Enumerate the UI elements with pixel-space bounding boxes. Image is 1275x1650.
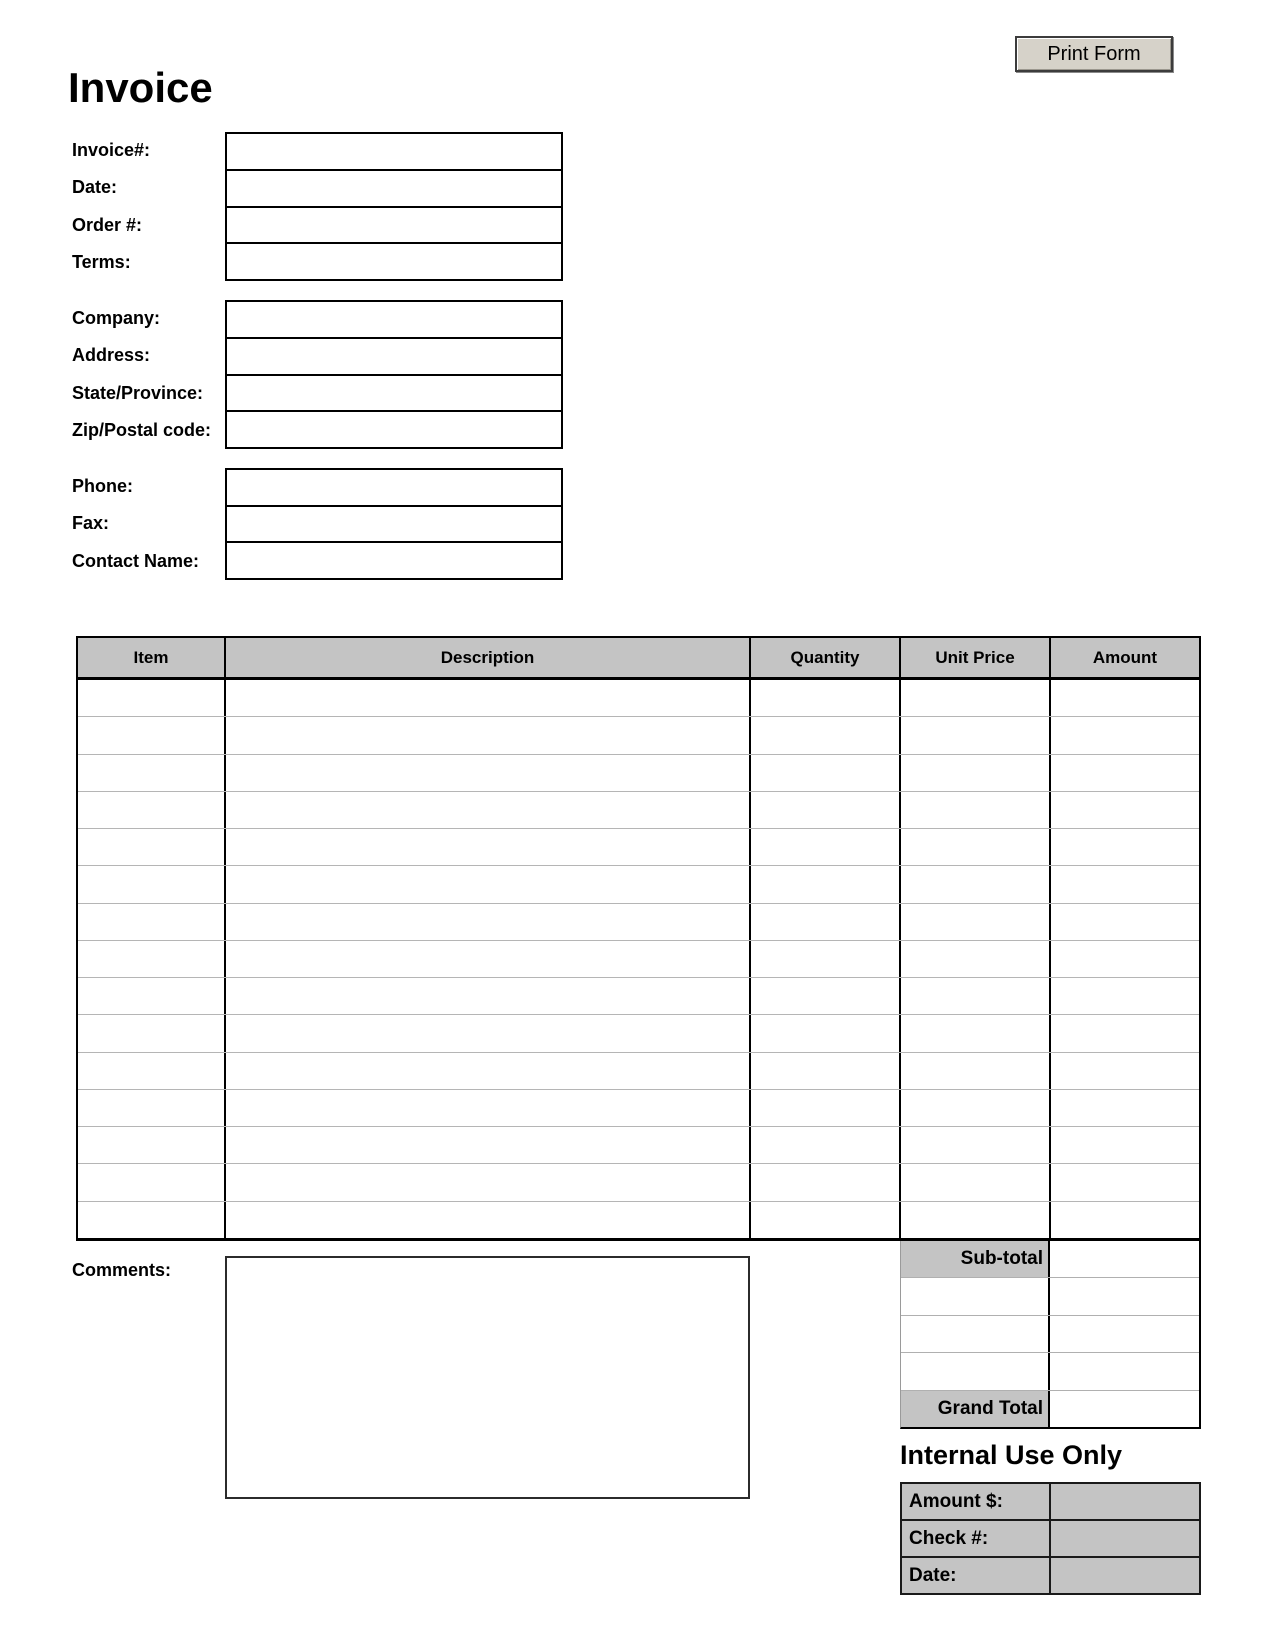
item-cell-description[interactable] [226, 680, 751, 716]
item-cell-item[interactable] [78, 829, 226, 865]
contact-labels [72, 468, 225, 580]
item-cell-amount[interactable] [1051, 792, 1199, 828]
comments-textarea[interactable] [225, 1256, 750, 1499]
internal-date-label: Date: [902, 1558, 1051, 1593]
item-cell-quantity[interactable] [751, 1202, 901, 1238]
item-cell-item[interactable] [78, 1202, 226, 1238]
internal-row [902, 1484, 1199, 1521]
item-cell-description[interactable] [226, 1164, 751, 1200]
totals-row [901, 1391, 1199, 1427]
grand-total-label: Grand Total [901, 1391, 1050, 1427]
item-cell-unit-price[interactable] [901, 1164, 1051, 1200]
state-province-label: State/Province: [72, 382, 204, 403]
contact-name-label: Contact Name: [72, 550, 200, 571]
item-cell-description[interactable] [226, 755, 751, 791]
item-cell-item[interactable] [78, 717, 226, 753]
item-cell-amount[interactable] [1051, 1015, 1199, 1051]
item-cell-amount[interactable] [1051, 1202, 1199, 1238]
item-cell-unit-price[interactable] [901, 755, 1051, 791]
item-cell-item[interactable] [78, 1015, 226, 1051]
grand-total-value[interactable] [1050, 1391, 1199, 1427]
column-header-description: Description [226, 638, 751, 677]
comments-label: Comments: [72, 1260, 172, 1280]
internal-row [902, 1558, 1199, 1593]
item-cell-item[interactable] [78, 941, 226, 977]
line-items-header-row [78, 638, 1199, 680]
item-cell-unit-price[interactable] [901, 1015, 1051, 1051]
contact-name-input[interactable] [227, 543, 561, 578]
item-cell-quantity[interactable] [751, 792, 901, 828]
totals-row [901, 1316, 1199, 1353]
line-items-table [76, 636, 1201, 1241]
phone-input[interactable] [227, 470, 561, 507]
item-cell-item[interactable] [78, 680, 226, 716]
totals-table [900, 1241, 1201, 1429]
contact-group [72, 468, 563, 580]
item-row [78, 866, 1199, 903]
item-cell-unit-price[interactable] [901, 1090, 1051, 1126]
invoice-meta-inputs [225, 132, 563, 281]
item-cell-item[interactable] [78, 1090, 226, 1126]
item-row [78, 717, 1199, 754]
column-header-quantity: Quantity [751, 638, 901, 677]
internal-date-value[interactable] [1051, 1558, 1199, 1593]
item-cell-description[interactable] [226, 1090, 751, 1126]
item-cell-amount[interactable] [1051, 1164, 1199, 1200]
invoice-meta-labels [72, 132, 225, 281]
item-cell-description[interactable] [226, 1202, 751, 1238]
item-cell-quantity[interactable] [751, 1053, 901, 1089]
item-cell-description[interactable] [226, 1015, 751, 1051]
internal-check-value[interactable] [1051, 1521, 1199, 1556]
totals-blank-label [901, 1278, 1050, 1314]
phone-label: Phone: [72, 476, 133, 497]
company-address-group [72, 300, 563, 449]
item-cell-description[interactable] [226, 1053, 751, 1089]
item-row [78, 755, 1199, 792]
item-cell-item[interactable] [78, 1053, 226, 1089]
column-header-amount: Amount [1092, 647, 1158, 667]
item-cell-quantity[interactable] [751, 904, 901, 940]
line-items-body [78, 680, 1199, 1238]
item-cell-amount[interactable] [1051, 755, 1199, 791]
item-cell-item[interactable] [78, 755, 226, 791]
item-cell-unit-price[interactable] [901, 978, 1051, 1014]
internal-check-label: Check #: [902, 1521, 1051, 1556]
item-cell-quantity[interactable] [751, 866, 901, 902]
item-cell-quantity[interactable] [751, 1090, 901, 1126]
item-row [78, 904, 1199, 941]
item-row [78, 1164, 1199, 1201]
item-cell-amount[interactable] [1051, 1053, 1199, 1089]
invoice-label: Invoice#: [72, 140, 151, 161]
item-cell-unit-price[interactable] [901, 866, 1051, 902]
company-address-inputs [225, 300, 563, 449]
item-cell-quantity[interactable] [751, 978, 901, 1014]
totals-row [901, 1353, 1199, 1390]
item-cell-amount[interactable] [1051, 904, 1199, 940]
item-row [78, 1053, 1199, 1090]
item-cell-amount[interactable] [1051, 829, 1199, 865]
item-cell-amount[interactable] [1051, 680, 1199, 716]
address-label: Address: [72, 345, 151, 366]
item-cell-description[interactable] [226, 978, 751, 1014]
item-cell-unit-price[interactable] [901, 1053, 1051, 1089]
date-input[interactable] [227, 171, 561, 208]
item-cell-amount[interactable] [1051, 866, 1199, 902]
item-cell-unit-price[interactable] [901, 1202, 1051, 1238]
company-address-labels [72, 300, 225, 449]
item-cell-unit-price[interactable] [901, 904, 1051, 940]
item-row [78, 1127, 1199, 1164]
sub-total-value[interactable] [1050, 1241, 1199, 1277]
order-label: Order #: [72, 214, 143, 235]
item-cell-quantity[interactable] [751, 1164, 901, 1200]
item-cell-quantity[interactable] [751, 755, 901, 791]
item-row [78, 1015, 1199, 1052]
column-header-item: Item [78, 638, 226, 677]
zip-postal-code-input[interactable] [227, 412, 561, 447]
contact-inputs [225, 468, 563, 580]
print-form-button[interactable]: Print Form [1015, 36, 1173, 72]
fax-input[interactable] [227, 507, 561, 544]
item-cell-amount[interactable] [1051, 717, 1199, 753]
internal-row [902, 1521, 1199, 1558]
item-cell-unit-price[interactable] [901, 792, 1051, 828]
totals-blank-value[interactable] [1050, 1353, 1199, 1389]
item-cell-amount[interactable] [1051, 1090, 1199, 1126]
item-row [78, 792, 1199, 829]
item-cell-item[interactable] [78, 1164, 226, 1200]
item-cell-item[interactable] [78, 866, 226, 902]
item-cell-quantity[interactable] [751, 941, 901, 977]
item-cell-description[interactable] [226, 941, 751, 977]
totals-blank-label [901, 1316, 1050, 1352]
item-row [78, 1202, 1199, 1238]
state-province-input[interactable] [227, 376, 561, 413]
invoice-meta-group [72, 132, 563, 281]
item-cell-description[interactable] [226, 792, 751, 828]
internal-amount-value[interactable] [1051, 1484, 1199, 1519]
fax-label: Fax: [72, 513, 110, 534]
item-row [78, 1090, 1199, 1127]
item-cell-description[interactable] [226, 1127, 751, 1163]
item-row [78, 978, 1199, 1015]
item-row [78, 941, 1199, 978]
internal-amount-label: Amount $: [902, 1484, 1051, 1519]
internal-use-heading: Internal Use Only [900, 1440, 1123, 1470]
invoice-input[interactable] [227, 134, 561, 171]
item-cell-description[interactable] [226, 866, 751, 902]
item-cell-quantity[interactable] [751, 1127, 901, 1163]
terms-label: Terms: [72, 251, 131, 272]
company-input[interactable] [227, 302, 561, 339]
address-input[interactable] [227, 339, 561, 376]
item-cell-item[interactable] [78, 1127, 226, 1163]
totals-blank-label [901, 1353, 1050, 1389]
zip-postal-code-label: Zip/Postal code: [72, 419, 212, 440]
internal-use-table [900, 1482, 1201, 1595]
company-label: Company: [72, 308, 161, 329]
item-cell-unit-price[interactable] [901, 829, 1051, 865]
item-cell-item[interactable] [78, 792, 226, 828]
totals-blank-value[interactable] [1050, 1278, 1199, 1314]
item-cell-unit-price[interactable] [901, 1127, 1051, 1163]
item-cell-amount[interactable] [1051, 1127, 1199, 1163]
item-cell-quantity[interactable] [751, 717, 901, 753]
item-cell-unit-price[interactable] [901, 680, 1051, 716]
item-cell-description[interactable] [226, 904, 751, 940]
item-cell-description[interactable] [226, 717, 751, 753]
order-input[interactable] [227, 208, 561, 245]
item-cell-quantity[interactable] [751, 829, 901, 865]
item-row [78, 829, 1199, 866]
column-header-unit-price: Unit Price [901, 638, 1051, 677]
item-cell-unit-price[interactable] [901, 717, 1051, 753]
totals-row [901, 1278, 1199, 1315]
item-cell-amount[interactable] [1051, 941, 1199, 977]
item-cell-item[interactable] [78, 978, 226, 1014]
totals-blank-value[interactable] [1050, 1316, 1199, 1352]
item-cell-unit-price[interactable] [901, 941, 1051, 977]
item-cell-item[interactable] [78, 904, 226, 940]
page-title: Invoice [68, 64, 213, 111]
item-cell-amount[interactable] [1051, 978, 1199, 1014]
item-cell-quantity[interactable] [751, 680, 901, 716]
item-cell-quantity[interactable] [751, 1015, 901, 1051]
sub-total-label: Sub-total [901, 1241, 1050, 1277]
date-label: Date: [72, 177, 118, 198]
terms-input[interactable] [227, 244, 561, 279]
item-row [78, 680, 1199, 717]
totals-row [901, 1241, 1199, 1278]
item-cell-description[interactable] [226, 829, 751, 865]
